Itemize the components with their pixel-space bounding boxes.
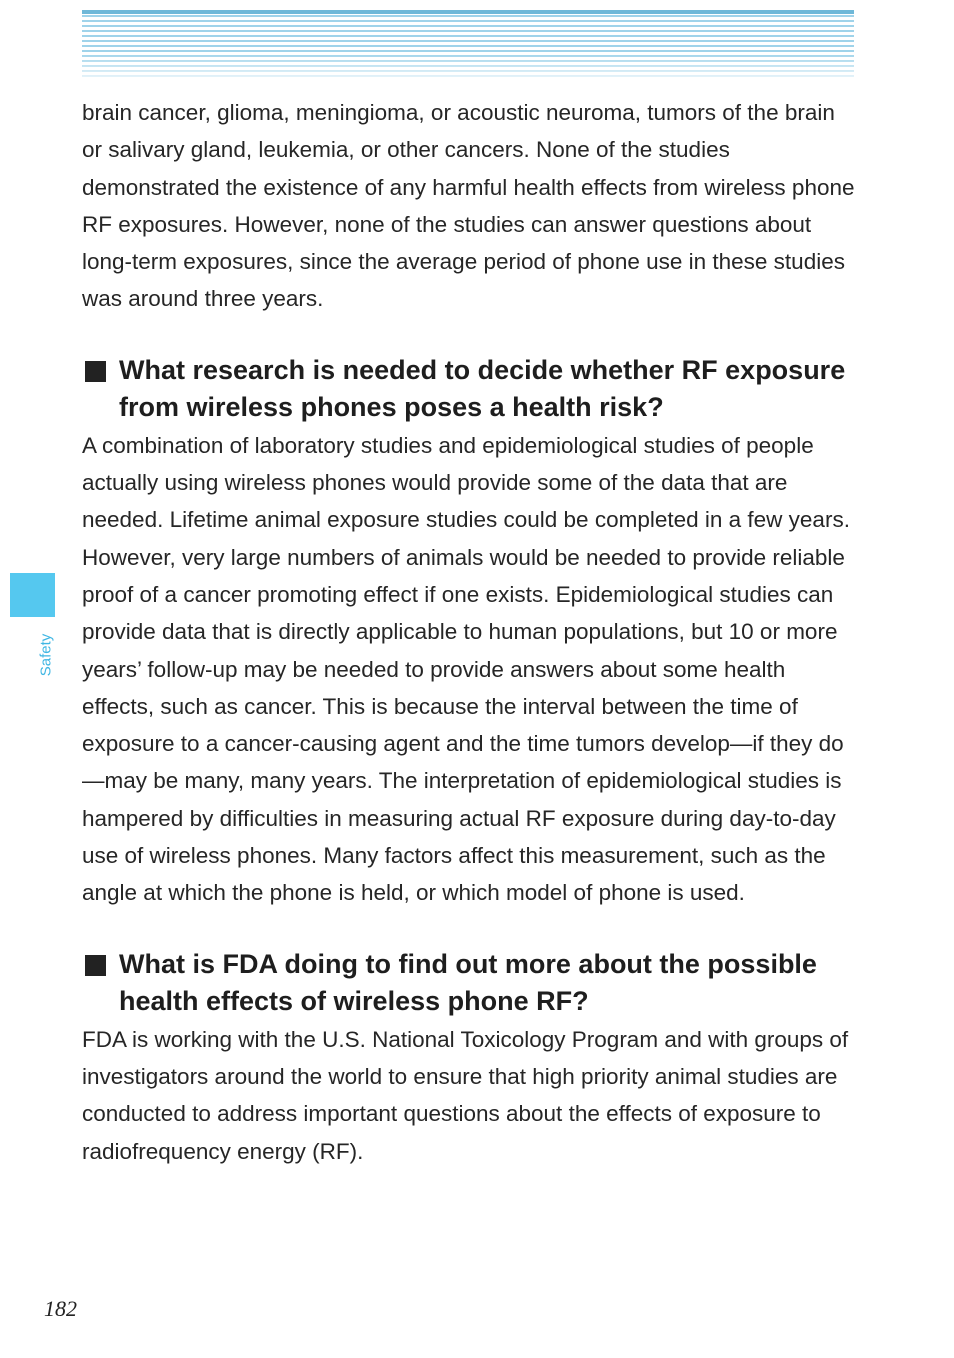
section-fda-research <box>82 946 860 1170</box>
main-content <box>82 94 860 1170</box>
section-research-needed <box>82 352 860 912</box>
intro-paragraph: brain cancer, glioma, meningioma, or acoustic neuroma, tumors of the brain or salivary gland, leukemia, or other cancers. None of the studies demonstrated the existence of any harmful health effects from wireless phone RF exposures. However, none of the studies can answer questions about long-term exposures, since the average period of phone use in these studies was around three years. <box>82 100 855 312</box>
section-body: A combination of laboratory studies and epidemiological studies of people actually using wireless phones would provide some of the data that are needed. Lifetime animal exposure studies could be completed in a few years. However, very large numbers of animals would be needed to provide reliable proof of a cancer promoting effect if one exists. Epidemiological studies can provide data that is directly applicable to human populations, but 10 or more years’ follow-up may be needed to provide answers about some health effects, such as cancer. This is because the interval between the time of exposure to a cancer-causing agent and the time tumors develop—if they do—may be many, many years. The interpretation of epidemiological studies is hampered by difficulties in measuring actual RF exposure during day-to-day use of wireless phones. Many factors affect this measurement, such as the angle at which the phone is held, or which model of phone is used. <box>82 432 850 906</box>
square-bullet-icon <box>85 955 106 976</box>
section-heading <box>82 946 860 1021</box>
square-bullet-icon <box>85 361 106 382</box>
section-body: FDA is working with the U.S. National Toxicology Program and with groups of investigators around the world to ensure that high priority animal studies are conducted to address important questions about the effects of exposure to radiofrequency energy (RF). <box>82 1026 849 1164</box>
section-heading <box>82 352 860 427</box>
section-tab-marker <box>10 573 55 617</box>
header-decorative-band <box>82 10 854 78</box>
page-number: 182 <box>44 1296 77 1321</box>
section-heading-text: What is FDA doing to find out more about the possible health effects of wireless phone RF? <box>119 948 817 1017</box>
section-label-text: Safety <box>37 633 55 677</box>
section-heading-text: What research is needed to decide whether RF exposure from wireless phones poses a health risk? <box>119 354 846 423</box>
